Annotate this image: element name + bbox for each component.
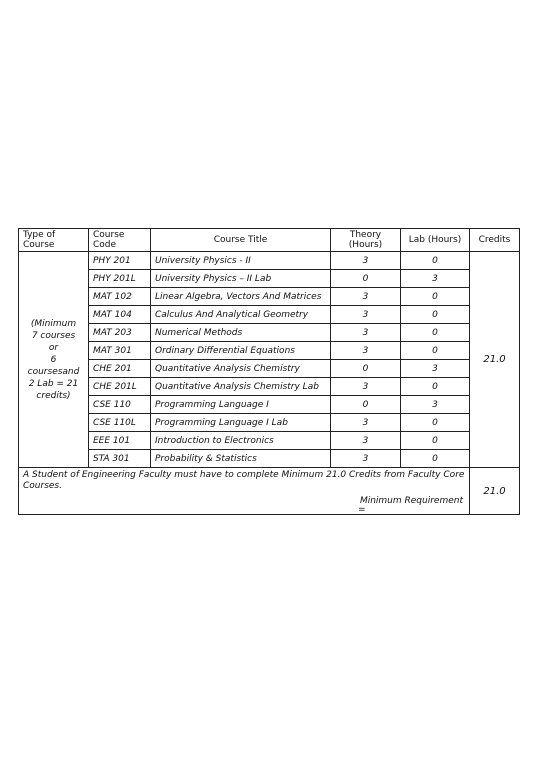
course-title-cell: Probability & Statistics xyxy=(151,450,331,468)
lab-hours-cell: 0 xyxy=(401,414,470,432)
table-row xyxy=(19,360,520,378)
header-course-title: Course Title xyxy=(151,229,331,252)
theory-hours-cell: 0 xyxy=(331,270,401,288)
course-title-cell: Programming Language I Lab xyxy=(151,414,331,432)
header-type-of-course: Type of Course xyxy=(19,229,89,252)
table-row xyxy=(19,306,520,324)
course-code-cell: EEE 101 xyxy=(89,432,151,450)
table-row xyxy=(19,414,520,432)
lab-hours-cell: 0 xyxy=(401,450,470,468)
course-title-cell: University Physics - II xyxy=(151,252,331,270)
course-title-cell: Ordinary Differential Equations xyxy=(151,342,331,360)
course-title-cell: Calculus And Analytical Geometry xyxy=(151,306,331,324)
theory-hours-cell: 3 xyxy=(331,414,401,432)
table-row xyxy=(19,450,520,468)
type-of-course-cell: (Minimum 7 courses or 6 coursesand 2 Lab = 21 credits) xyxy=(19,252,89,468)
course-code-cell: MAT 102 xyxy=(89,288,151,306)
course-title-cell: Programming Language I xyxy=(151,396,331,414)
course-table xyxy=(18,228,520,515)
theory-hours-cell: 3 xyxy=(331,306,401,324)
theory-hours-cell: 0 xyxy=(331,396,401,414)
footer-note-cell xyxy=(19,468,470,515)
theory-hours-cell: 3 xyxy=(331,342,401,360)
table-row xyxy=(19,324,520,342)
theory-hours-cell: 3 xyxy=(331,432,401,450)
course-code-cell: MAT 203 xyxy=(89,324,151,342)
lab-hours-cell: 3 xyxy=(401,360,470,378)
table-row xyxy=(19,342,520,360)
table-row xyxy=(19,288,520,306)
header-theory-hours: Theory (Hours) xyxy=(331,229,401,252)
header-row xyxy=(19,229,520,252)
lab-hours-cell: 0 xyxy=(401,306,470,324)
course-code-cell: MAT 104 xyxy=(89,306,151,324)
theory-hours-cell: 3 xyxy=(331,324,401,342)
total-credits-cell: 21.0 xyxy=(470,468,520,515)
table-row xyxy=(19,270,520,288)
header-credits: Credits xyxy=(470,229,520,252)
theory-hours-cell: 0 xyxy=(331,360,401,378)
lab-hours-cell: 0 xyxy=(401,432,470,450)
theory-hours-cell: 3 xyxy=(331,378,401,396)
footer-row xyxy=(19,468,520,515)
course-code-cell: MAT 301 xyxy=(89,342,151,360)
table-row xyxy=(19,432,520,450)
course-code-cell: CHE 201 xyxy=(89,360,151,378)
theory-hours-cell: 3 xyxy=(331,288,401,306)
course-table-container xyxy=(18,228,519,515)
table-row xyxy=(19,396,520,414)
credits-cell: 21.0 xyxy=(470,252,520,468)
theory-hours-cell: 3 xyxy=(331,252,401,270)
course-title-cell: Quantitative Analysis Chemistry Lab xyxy=(151,378,331,396)
lab-hours-cell: 0 xyxy=(401,324,470,342)
course-code-cell: CSE 110L xyxy=(89,414,151,432)
table-row xyxy=(19,252,520,270)
minimum-requirement-label xyxy=(23,496,465,514)
course-code-cell: CHE 201L xyxy=(89,378,151,396)
lab-hours-cell: 3 xyxy=(401,396,470,414)
lab-hours-cell: 0 xyxy=(401,288,470,306)
course-title-cell: Introduction to Electronics xyxy=(151,432,331,450)
minimum-requirement-text: Minimum Requirement xyxy=(359,496,463,506)
course-title-cell: Numerical Methods xyxy=(151,324,331,342)
course-code-cell: CSE 110 xyxy=(89,396,151,414)
lab-hours-cell: 3 xyxy=(401,270,470,288)
minimum-requirement-equals: = xyxy=(358,505,366,515)
header-lab-hours: Lab (Hours) xyxy=(401,229,470,252)
course-title-cell: Linear Algebra, Vectors And Matrices xyxy=(151,288,331,306)
course-code-cell: PHY 201L xyxy=(89,270,151,288)
theory-hours-cell: 3 xyxy=(331,450,401,468)
course-code-cell: PHY 201 xyxy=(89,252,151,270)
lab-hours-cell: 0 xyxy=(401,342,470,360)
course-title-cell: Quantitative Analysis Chemistry xyxy=(151,360,331,378)
lab-hours-cell: 0 xyxy=(401,252,470,270)
table-row xyxy=(19,378,520,396)
header-course-code: Course Code xyxy=(89,229,151,252)
course-code-cell: STA 301 xyxy=(89,450,151,468)
lab-hours-cell: 0 xyxy=(401,378,470,396)
course-title-cell: University Physics – II Lab xyxy=(151,270,331,288)
footer-note: A Student of Engineering Faculty must have to complete Minimum 21.0 Credits from Faculty Core Courses. xyxy=(23,470,465,491)
